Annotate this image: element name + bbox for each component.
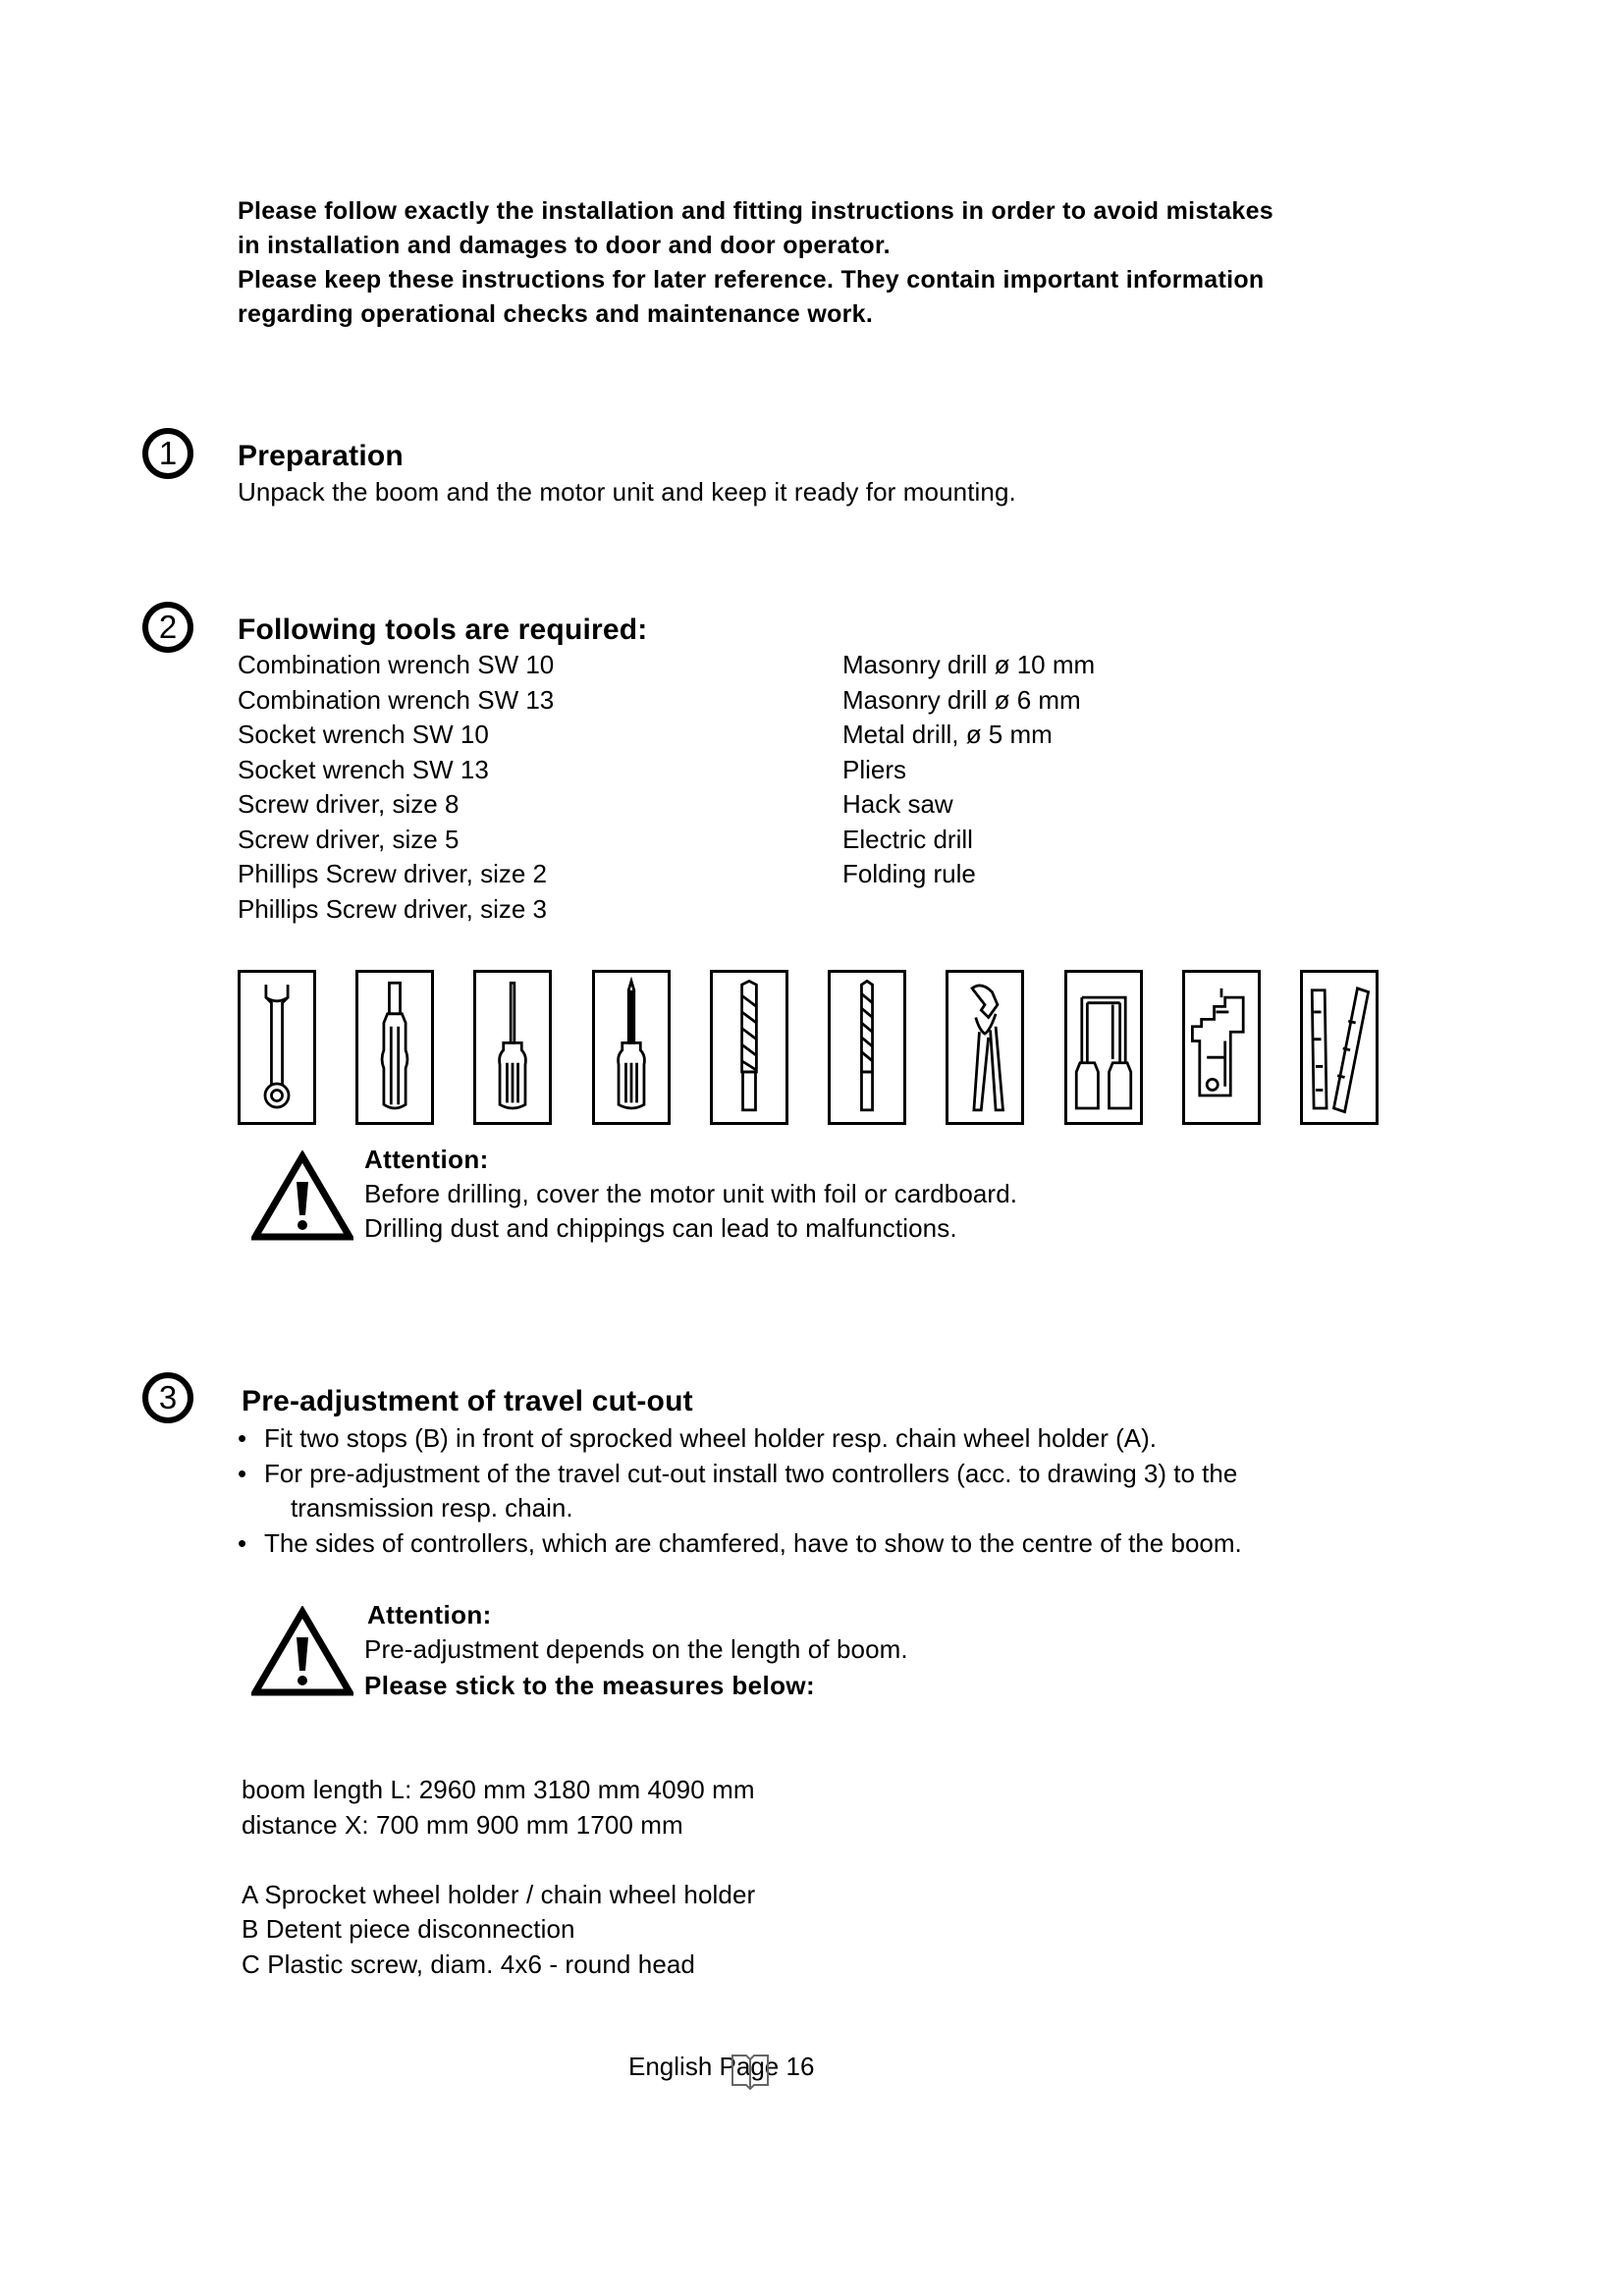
- section-title-preparation: Preparation: [238, 440, 404, 472]
- intro-line-1: Please follow exactly the installation and fitting instructions in order to avoid mistakes: [238, 197, 1273, 225]
- footer-page-word: Page: [719, 2052, 780, 2081]
- tool-item: Phillips Screw driver, size 2: [238, 859, 547, 888]
- tool-item: Combination wrench SW 13: [238, 684, 555, 715]
- step-number-1: 1: [142, 428, 193, 479]
- tool-item: Electric drill: [842, 824, 973, 854]
- tool-item: Screw driver, size 5: [238, 824, 460, 854]
- bullet-dot: •: [238, 1528, 247, 1558]
- phillips-screwdriver-icon: [592, 970, 671, 1125]
- book-icon: [729, 2048, 772, 2095]
- page-footer: [628, 2052, 814, 2082]
- attention-measures: Please stick to the measures below:: [364, 1671, 816, 1700]
- legend-c: C Plastic screw, diam. 4x6 - round head: [242, 1949, 695, 1979]
- tool-item: Pliers: [842, 754, 907, 784]
- attention-text-1: Pre-adjustment depends on the length of boom.: [364, 1634, 908, 1664]
- bullet-text: Fit two stops (B) in front of sprocked wheel holder resp. chain wheel holder (A).: [264, 1423, 1157, 1453]
- masonry-drill-icon: [710, 970, 788, 1125]
- tool-item: Masonry drill ø 10 mm: [842, 650, 1096, 679]
- electric-drill-icon: [1182, 970, 1261, 1125]
- hacksaw-icon: [1064, 970, 1143, 1125]
- bullet-item: [238, 1526, 1242, 1561]
- legend-a: A Sprocket wheel holder / chain wheel holder: [242, 1880, 756, 1909]
- tool-item: Masonry drill ø 6 mm: [842, 684, 1081, 715]
- intro-line-4: regarding operational checks and maintenance work.: [238, 300, 874, 328]
- tool-item: Phillips Screw driver, size 3: [238, 893, 547, 924]
- metal-drill-icon: [828, 970, 906, 1125]
- tool-item: Metal drill, ø 5 mm: [842, 720, 1053, 749]
- intro-notice: [238, 194, 1396, 332]
- bullet-text: The sides of controllers, which are chamfered, have to show to the centre of the boom.: [264, 1528, 1242, 1558]
- intro-line-3: Please keep these instructions for later reference. They contain important information: [238, 266, 1265, 294]
- tools-list-left: [238, 648, 554, 927]
- wrench-icon: [238, 970, 316, 1125]
- bullet-item: [238, 1457, 1237, 1491]
- boom-length-values: boom length L: 2960 mm 3180 mm 4090 mm: [242, 1775, 755, 1804]
- tool-item: Socket wrench SW 10: [238, 720, 489, 749]
- distance-values: distance X: 700 mm 900 mm 1700 mm: [242, 1810, 683, 1840]
- attention-label: Attention:: [367, 1600, 492, 1629]
- tools-list-right: [842, 648, 1095, 892]
- tool-item: Socket wrench SW 13: [238, 754, 489, 784]
- step-number-2: 2: [142, 602, 193, 653]
- intro-line-2: in installation and damages to door and door operator.: [238, 232, 891, 259]
- tool-pictograms: [238, 970, 1379, 1127]
- legend-b: B Detent piece disconnection: [242, 1914, 575, 1944]
- tool-item: Screw driver, size 8: [238, 789, 460, 819]
- attention-text-1: Before drilling, cover the motor unit with foil or cardboard.: [364, 1179, 1018, 1208]
- step-number-3: 3: [142, 1372, 193, 1423]
- footer-page-number: 16: [785, 2052, 815, 2081]
- preparation-text: Unpack the boom and the motor unit and keep it ready for mounting.: [238, 477, 1016, 507]
- attention-text-2: Drilling dust and chippings can lead to malfunctions.: [364, 1213, 957, 1243]
- footer-language: English: [628, 2052, 713, 2081]
- section-title-tools: Following tools are required:: [238, 614, 648, 646]
- tool-item: Combination wrench SW 10: [238, 650, 555, 679]
- attention-label: Attention:: [364, 1145, 489, 1174]
- tool-item: Folding rule: [842, 859, 976, 888]
- screwdriver-icon: [473, 970, 552, 1125]
- folding-rule-icon: [1300, 970, 1379, 1125]
- section-title-preadjustment: Pre-adjustment of travel cut-out: [242, 1385, 693, 1417]
- socket-wrench-icon: [355, 970, 434, 1125]
- pliers-icon: [946, 970, 1024, 1125]
- warning-triangle-icon: [251, 1606, 353, 1696]
- warning-triangle-icon: [251, 1150, 353, 1241]
- bullet-text: For pre-adjustment of the travel cut-out install two controllers (acc. to drawing 3) to the: [264, 1459, 1238, 1488]
- bullet-dot: •: [238, 1459, 247, 1488]
- bullet-item: [238, 1421, 1157, 1456]
- tool-item: Hack saw: [842, 789, 953, 819]
- bullet-dot: •: [238, 1423, 247, 1453]
- bullet-continuation: transmission resp. chain.: [291, 1493, 573, 1522]
